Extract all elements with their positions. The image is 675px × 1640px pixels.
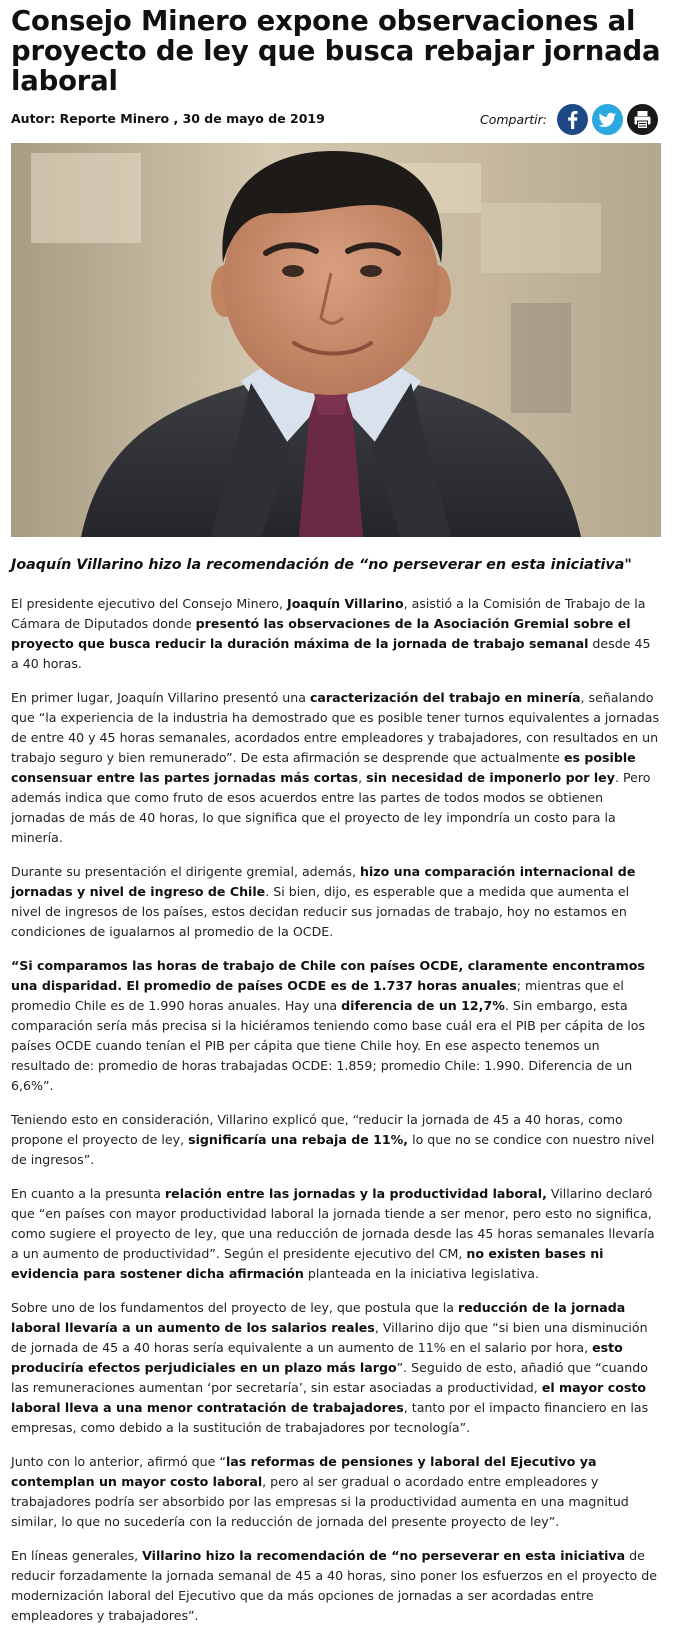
portrait-illustration	[11, 143, 661, 537]
article-meta: Autor: Reporte Minero , 30 de mayo de 2019	[11, 111, 325, 126]
paragraph-5: Teniendo esto en consideración, Villarino explicó que, “reducir la jornada de 45 a 40 horas, como propone el proyecto de ley, significaría una rebaja de 11%, lo que no se condice con nuestro nivel de ingresos”.	[11, 1112, 655, 1167]
article-photo	[11, 143, 661, 537]
paragraph-6: En cuanto a la presunta relación entre las jornadas y la productividad laboral, Villarino declaró que “en países con mayor productividad laboral la jornada tiende a ser menor, pero esto no significa, como sugiere el proyecto de ley, que una reducción de jornada desde las 45 horas semanales llevaría a un aumento de productividad”. Según el presidente ejecutivo del CM, no existen bases ni evidencia para sostener dicha afirmación planteada en la iniciativa legislativa.	[11, 1186, 655, 1281]
paragraph-2: En primer lugar, Joaquín Villarino presentó una caracterización del trabajo en minería, señalando que “la experiencia de la industria ha demostrado que es posible tener turnos equivalentes a jornadas de entre 40 y 45 horas semanales, acordados entre empleadores y trabajadores, con resultados en un trabajo seguro y bien remunerado”. De esta afirmación se desprende que actualmente es posible consensuar entre las partes jornadas más cortas, sin necesidad de imponerlo por ley. Pero además indica que como fruto de esos acuerdos entre las partes de todos modos se obtienen jornadas de más de 40 horas, lo que significa que el proyecto de ley impondría un costo para la minería.	[11, 690, 660, 845]
paragraph-4: “Si comparamos las horas de trabajo de Chile con países OCDE, claramente encontramos una disparidad. El promedio de países OCDE es de 1.737 horas anuales; mientras que el promedio Chile es de 1.990 horas anuales. Hay una diferencia de un 12,7%. Sin embargo, esta comparación sería más precisa si la hiciéramos teniendo como base cuál era el PIB per cápita de los países OCDE cuando tenían el PIB per cápita que tiene Chile hoy. En ese aspecto tenemos un resultado de: promedio de horas trabajadas OCDE: 1.859; promedio Chile: 1.990. Diferencia de un 6,6%”.	[11, 958, 646, 1093]
paragraph-3: Durante su presentación el dirigente gremial, además, hizo una comparación internacional de jornadas y nivel de ingreso de Chile. Si bien, dijo, es esperable que a medida que aumenta el nivel de ingresos de los países, estos decidan reducir sus jornadas de trabajo, hoy no estamos en condiciones de igualarnos al promedio de la OCDE.	[11, 864, 636, 939]
article-body	[11, 594, 661, 1640]
paragraph-8: Junto con lo anterior, afirmó que “las reformas de pensiones y laboral del Ejecutivo ya contemplan un mayor costo laboral, pero al ser gradual o acordado entre empleadores y trabajadores podría ser absorbido por las empresas si la productividad aumenta en una magnitud similar, lo que no sucedería con la reducción de jornada del presente proyecto de ley”.	[11, 1454, 629, 1529]
paragraph-7: Sobre uno de los fundamentos del proyecto de ley, que postula que la reducción de la jornada laboral llevaría a un aumento de los salarios reales, Villarino dijo que “si bien una disminución de jornada de 45 a 40 horas sería equivalente a un aumento de 11% en el salario por hora, esto produciría efectos perjudiciales en un plazo más largo”. Seguido de esto, añadió que “cuando las remuneraciones aumentan ‘por secretaría’, sin estar asociadas a productividad, el mayor costo laboral lleva a una menor contratación de trabajadores, tanto por el impacto financiero en las empresas, como debido a la sustitución de trabajadores por tecnología”.	[11, 1300, 649, 1435]
twitter-share-button[interactable]	[592, 104, 623, 135]
facebook-share-button[interactable]	[557, 104, 588, 135]
share-bar	[480, 104, 658, 135]
photo-caption: Joaquín Villarino hizo la recomendación de “no perseverar en esta iniciativa"	[11, 557, 632, 573]
paragraph-1: El presidente ejecutivo del Consejo Minero, Joaquín Villarino, asistió a la Comisión de Trabajo de la Cámara de Diputados donde presentó las observaciones de la Asociación Gremial sobre el proyecto que busca reducir la duración máxima de la jornada de trabajo semanal desde 45 a 40 horas.	[11, 596, 651, 671]
share-label: Compartir:	[479, 112, 547, 127]
print-button[interactable]	[627, 104, 658, 135]
paragraph-9: En líneas generales, Villarino hizo la recomendación de “no perseverar en esta iniciativa de reducir forzadamente la jornada semanal de 45 a 40 horas, sino poner los esfuerzos en el proyecto de modernización laboral del Ejecutivo que da más opciones de jornadas a ser acordadas entre empleadores y trabajadores”.	[11, 1548, 657, 1623]
facebook-icon	[557, 104, 588, 135]
print-icon	[627, 104, 658, 135]
article-title: Consejo Minero expone observaciones al proyecto de ley que busca rebajar jornada laboral	[11, 5, 661, 97]
twitter-icon	[592, 104, 623, 135]
